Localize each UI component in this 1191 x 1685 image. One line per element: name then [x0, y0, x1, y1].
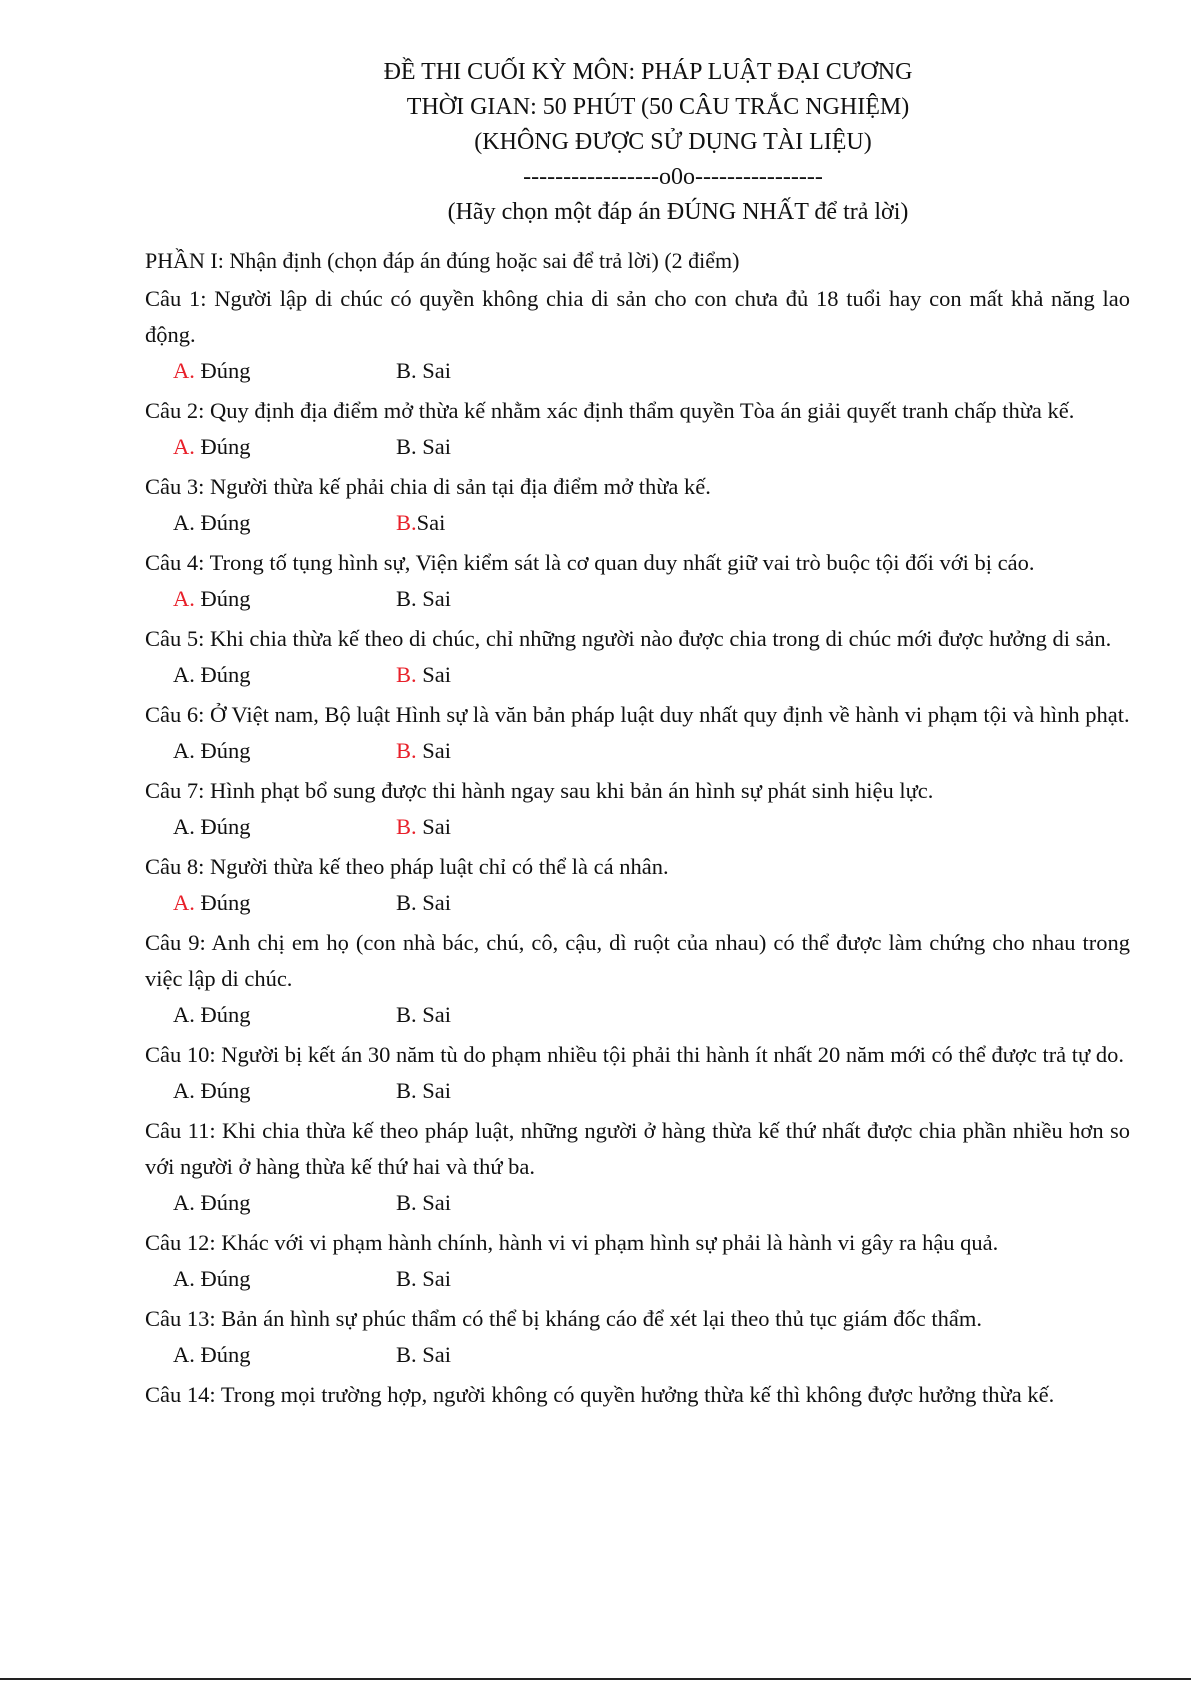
answer-options: [145, 1185, 1130, 1225]
answer-options: [145, 809, 1130, 849]
question-list: [145, 281, 1130, 1413]
question-item: [145, 281, 1130, 393]
option-a[interactable]: [173, 1073, 251, 1108]
option-letter: A.: [173, 434, 195, 459]
option-letter: A.: [173, 814, 195, 839]
answer-options: [145, 1337, 1130, 1377]
option-a[interactable]: [173, 581, 251, 616]
answer-options: [145, 1261, 1130, 1301]
option-text: Đúng: [194, 510, 251, 535]
question-text: Câu 5: Khi chia thừa kế theo di chúc, chỉ những người nào được chia trong di chúc mới được hưởng di sản.: [145, 626, 1112, 651]
option-text: Sai: [416, 1002, 452, 1027]
option-b[interactable]: [396, 505, 445, 540]
option-letter: A.: [173, 358, 195, 383]
option-letter: A.: [173, 890, 195, 915]
option-letter: A.: [173, 510, 195, 535]
option-text: Sai: [416, 586, 452, 611]
option-text: Sai: [416, 662, 452, 687]
option-a[interactable]: [173, 657, 251, 692]
option-text: Sai: [416, 510, 446, 535]
question-text: Câu 2: Quy định địa điểm mở thừa kế nhằm xác định thẩm quyền Tòa án giải quyết tranh chấp thừa kế.: [145, 398, 1075, 423]
option-letter: B.: [396, 662, 417, 687]
option-a[interactable]: [173, 1261, 251, 1296]
question-text: Câu 1: Người lập di chúc có quyền không chia di sản cho con chưa đủ 18 tuổi hay con mất khả năng lao động.: [145, 286, 1130, 347]
exam-title: ĐỀ THI CUỐI KỲ MÔN: PHÁP LUẬT ĐẠI CƯƠNG: [383, 59, 913, 85]
question-item: [145, 849, 1130, 925]
question-item: [145, 1225, 1130, 1301]
option-a[interactable]: [173, 353, 251, 388]
option-text: Đúng: [194, 1342, 251, 1367]
page-bottom-line: [0, 1678, 1191, 1680]
answer-options: [145, 505, 1130, 545]
option-text: Đúng: [194, 586, 251, 611]
question-text: Câu 8: Người thừa kế theo pháp luật chỉ có thể là cá nhân.: [145, 854, 669, 879]
option-a[interactable]: [173, 505, 251, 540]
option-a[interactable]: [173, 1337, 251, 1372]
question-text: Câu 11: Khi chia thừa kế theo pháp luật, những người ở hàng thừa kế thứ nhất được chia phần nhiều hơn so với người ở hàng thừa kế thứ hai và thứ ba.: [145, 1118, 1130, 1179]
option-letter: A.: [173, 1190, 195, 1215]
option-b[interactable]: [396, 429, 451, 464]
option-letter: B.: [396, 434, 417, 459]
question-text: Câu 9: Anh chị em họ (con nhà bác, chú, cô, cậu, dì ruột của nhau) có thể được làm chứng cho nhau trong việc lập di chúc.: [145, 930, 1130, 991]
option-text: Sai: [416, 1342, 452, 1367]
exam-header: [0, 55, 1191, 230]
option-letter: A.: [173, 1266, 195, 1291]
option-letter: B.: [396, 738, 417, 763]
option-letter: A.: [173, 662, 195, 687]
option-letter: A.: [173, 1002, 195, 1027]
question-item: [145, 393, 1130, 469]
option-letter: B.: [396, 1342, 417, 1367]
question-text: Câu 3: Người thừa kế phải chia di sản tại địa điểm mở thừa kế.: [145, 474, 711, 499]
question-item: [145, 1037, 1130, 1113]
question-item: [145, 1377, 1130, 1413]
option-b[interactable]: [396, 1337, 451, 1372]
answer-options: [145, 581, 1130, 621]
exam-content: [145, 246, 1130, 1413]
option-text: Sai: [416, 1078, 452, 1103]
option-text: Sai: [416, 1190, 452, 1215]
option-text: Sai: [416, 1266, 452, 1291]
question-text: Câu 12: Khác với vi phạm hành chính, hành vi vi phạm hình sự phải là hành vi gây ra hậu quả.: [145, 1230, 999, 1255]
answer-options: [145, 657, 1130, 697]
option-text: Đúng: [194, 434, 251, 459]
option-letter: B.: [396, 586, 417, 611]
question-item: [145, 773, 1130, 849]
option-letter: A.: [173, 586, 195, 611]
exam-rule: (KHÔNG ĐƯỢC SỬ DỤNG TÀI LIỆU): [474, 129, 872, 155]
question-item: [145, 545, 1130, 621]
option-letter: B.: [396, 814, 417, 839]
question-item: [145, 1301, 1130, 1377]
option-letter: B.: [396, 1266, 417, 1291]
option-a[interactable]: [173, 885, 251, 920]
option-letter: B.: [396, 1078, 417, 1103]
option-text: Sai: [416, 890, 452, 915]
option-text: Sai: [416, 434, 452, 459]
option-text: Sai: [416, 738, 452, 763]
question-item: [145, 697, 1130, 773]
option-text: Đúng: [194, 1002, 251, 1027]
option-a[interactable]: [173, 809, 251, 844]
exam-instruction: (Hãy chọn một đáp án ĐÚNG NHẤT để trả lời): [447, 199, 909, 225]
option-letter: B.: [396, 1190, 417, 1215]
question-text: Câu 4: Trong tố tụng hình sự, Viện kiểm sát là cơ quan duy nhất giữ vai trò buộc tội đối với bị cáo.: [145, 550, 1035, 575]
divider-ornament: -----------------o0o----------------: [523, 164, 823, 190]
option-text: Đúng: [194, 662, 251, 687]
option-b[interactable]: [396, 809, 451, 844]
option-a[interactable]: [173, 1185, 251, 1220]
option-letter: A.: [173, 1342, 195, 1367]
answer-options: [145, 885, 1130, 925]
option-b[interactable]: [396, 733, 451, 768]
option-text: Đúng: [194, 1266, 251, 1291]
answer-options: [145, 429, 1130, 469]
question-text: Câu 13: Bản án hình sự phúc thẩm có thể bị kháng cáo để xét lại theo thủ tục giám đốc thẩm.: [145, 1306, 982, 1331]
option-text: Sai: [416, 358, 452, 383]
option-text: Đúng: [194, 1078, 251, 1103]
question-item: [145, 1113, 1130, 1225]
option-text: Đúng: [194, 738, 251, 763]
option-a[interactable]: [173, 733, 251, 768]
option-b[interactable]: [396, 997, 451, 1032]
option-b[interactable]: [396, 1185, 451, 1220]
question-item: [145, 925, 1130, 1037]
option-text: Đúng: [194, 358, 251, 383]
option-letter: B.: [396, 1002, 417, 1027]
question-text: Câu 14: Trong mọi trường hợp, người không có quyền hưởng thừa kế thì không được hưởng thừa kế.: [145, 1382, 1055, 1407]
option-text: Đúng: [194, 890, 251, 915]
option-b[interactable]: [396, 353, 451, 388]
option-letter: B.: [396, 890, 417, 915]
option-text: Đúng: [194, 1190, 251, 1215]
option-letter: B.: [396, 358, 417, 383]
option-letter: A.: [173, 1078, 195, 1103]
question-text: Câu 7: Hình phạt bổ sung được thi hành ngay sau khi bản án hình sự phát sinh hiệu lực.: [145, 778, 934, 803]
option-a[interactable]: [173, 429, 251, 464]
question-item: [145, 621, 1130, 697]
option-text: Đúng: [194, 814, 251, 839]
option-b[interactable]: [396, 581, 451, 616]
question-text: Câu 6: Ở Việt nam, Bộ luật Hình sự là văn bản pháp luật duy nhất quy định về hành vi phạm tội và hình phạt.: [145, 702, 1130, 727]
answer-options: [145, 353, 1130, 393]
answer-options: [145, 997, 1130, 1037]
answer-options: [145, 733, 1130, 773]
option-a[interactable]: [173, 997, 251, 1032]
option-text: Sai: [416, 814, 452, 839]
option-b[interactable]: [396, 1073, 451, 1108]
question-item: [145, 469, 1130, 545]
option-b[interactable]: [396, 657, 451, 692]
option-b[interactable]: [396, 1261, 451, 1296]
option-letter: A.: [173, 738, 195, 763]
question-text: Câu 10: Người bị kết án 30 năm tù do phạm nhiều tội phải thi hành ít nhất 20 năm mới có thể được trả tự do.: [145, 1042, 1124, 1067]
part-heading: PHẦN I: Nhận định (chọn đáp án đúng hoặc sai để trả lời) (2 điểm): [145, 248, 740, 273]
option-b[interactable]: [396, 885, 451, 920]
answer-options: [145, 1073, 1130, 1113]
exam-duration: THỜI GIAN: 50 PHÚT (50 CÂU TRẮC NGHIỆM): [406, 94, 910, 120]
option-letter: B.: [396, 510, 417, 535]
